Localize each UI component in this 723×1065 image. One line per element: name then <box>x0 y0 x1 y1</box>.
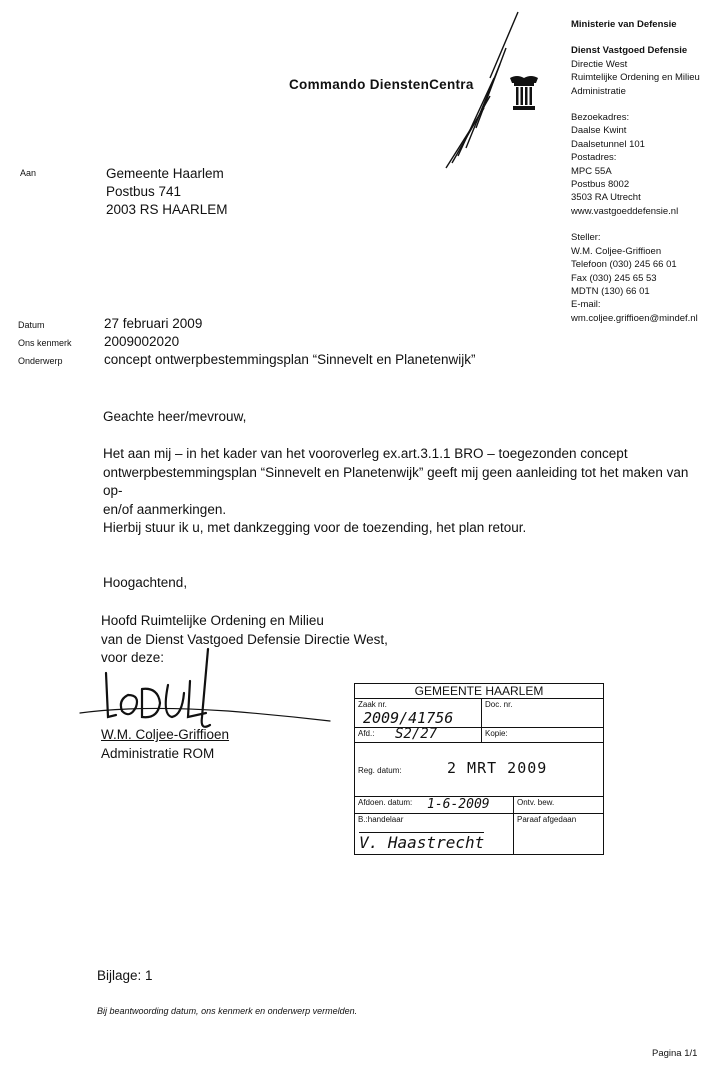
stamp-title: GEMEENTE HAARLEM <box>354 683 604 699</box>
afd-value: S2/27 <box>395 726 438 742</box>
post-line2: Postbus 8002 <box>571 179 630 191</box>
website: www.vastgoeddefensie.nl <box>571 205 679 217</box>
registration-stamp <box>354 683 604 855</box>
para1-line1: Het aan mij – in het kader van het vooroverleg ex.art.3.1.1 BRO – toegezonden concept <box>103 446 628 461</box>
date-value: 27 februari 2009 <box>104 316 203 331</box>
visit-label: Bezoekadres: <box>571 112 630 124</box>
sign-line3: voor deze: <box>101 650 165 665</box>
paraaf-cell <box>513 813 604 855</box>
afdoen-cell <box>354 796 514 814</box>
post-line3: 3503 RA Utrecht <box>571 192 641 204</box>
post-label: Postadres: <box>571 152 617 164</box>
unit-name: Ruimtelijke Ordening en Milieu <box>571 72 700 84</box>
email: wm.coljee.griffioen@mindef.nl <box>571 312 698 324</box>
behandelaar-cell <box>354 813 514 855</box>
author-label: Steller: <box>571 232 601 244</box>
sign-line1: Hoofd Ruimtelijke Ordening en Milieu <box>101 613 324 628</box>
recipient-line2: Postbus 741 <box>106 184 182 199</box>
salutation: Geachte heer/mevrouw, <box>103 409 247 424</box>
fax: Fax (030) 245 65 53 <box>571 272 657 284</box>
sign-line2: van de Dienst Vastgoed Defensie Directie West, <box>101 631 388 647</box>
reg-label: Reg. datum: <box>358 766 402 775</box>
ministry-name: Ministerie van Defensie <box>571 19 677 30</box>
paragraph-2: Hierbij stuur ik u, met dankzegging voor de toezending, het plan retour. <box>103 520 527 535</box>
reg-cell <box>354 742 604 797</box>
kopie-label: Kopie: <box>485 729 508 738</box>
para1-line2: ontwerpbestemmingsplan “Sinnevelt en Planetenwijk” geeft mij geen aanleiding tot het maken van op- <box>103 464 689 498</box>
behandelaar-label: B.:handelaar <box>358 815 404 824</box>
subunit-name: Administratie <box>571 85 626 97</box>
ref-value: 2009002020 <box>104 334 180 349</box>
mdtn: MDTN (130) 66 01 <box>571 285 650 297</box>
signer-name: W.M. Coljee-Griffioen <box>101 727 230 742</box>
post-line1: MPC 55A <box>571 165 612 177</box>
author-name: W.M. Coljee-Griffioen <box>571 245 662 257</box>
recipient-line1: Gemeente Haarlem <box>106 166 224 181</box>
closing: Hoogachtend, <box>103 575 188 590</box>
zaak-cell <box>354 698 482 728</box>
page-number: Pagina 1/1 <box>652 1048 698 1059</box>
paragraph-1 <box>103 445 703 519</box>
doc-label: Doc. nr. <box>485 700 513 709</box>
attachment: Bijlage: 1 <box>97 968 153 983</box>
signer-role: Administratie ROM <box>101 745 215 761</box>
doc-cell <box>481 698 604 728</box>
column-icon <box>509 74 539 114</box>
reg-date-stamp: 2 MRT 2009 <box>447 759 548 777</box>
sender-block <box>571 18 700 325</box>
subject-label: Onderwerp <box>18 356 63 366</box>
date-label: Datum <box>18 320 45 330</box>
kopie-cell <box>481 727 604 743</box>
visit-line1: Daalse Kwint <box>571 125 627 137</box>
afdoen-label: Afdoen. datum: <box>358 798 413 807</box>
email-label: E-mail: <box>571 299 601 311</box>
recipient-label: Aan <box>20 168 37 178</box>
ontv-cell <box>513 796 604 814</box>
ontv-label: Ontv. bew. <box>517 798 555 807</box>
signer-info <box>101 726 229 763</box>
visit-line2: Daalsetunnel 101 <box>571 138 645 150</box>
afd-label: Afd.: <box>358 729 375 738</box>
phone: Telefoon (030) 245 66 01 <box>571 259 677 271</box>
subject-value: concept ontwerpbestemmingsplan “Sinnevelt en Planetenwijk” <box>104 352 476 367</box>
behandelaar-value: V. Haastrecht <box>359 833 485 852</box>
recipient-line3: 2003 RS HAARLEM <box>106 202 228 217</box>
zaak-label: Zaak nr. <box>358 700 387 709</box>
zaak-value: 2009/41756 <box>363 709 454 727</box>
division-name: Directie West <box>571 58 628 70</box>
afd-cell <box>354 727 482 743</box>
recipient-address <box>106 165 228 219</box>
org-name: Commando DienstenCentra <box>289 77 474 92</box>
para1-line3: en/of aanmerkingen. <box>103 501 227 517</box>
afdoen-value: 1-6-2009 <box>427 797 490 812</box>
reply-note: Bij beantwoording datum, ons kenmerk en onderwerp vermelden. <box>97 1006 358 1016</box>
paraaf-label: Paraaf afgedaan <box>517 815 577 824</box>
dept-name: Dienst Vastgoed Defensie <box>571 45 688 57</box>
ref-label: Ons kenmerk <box>18 338 72 348</box>
